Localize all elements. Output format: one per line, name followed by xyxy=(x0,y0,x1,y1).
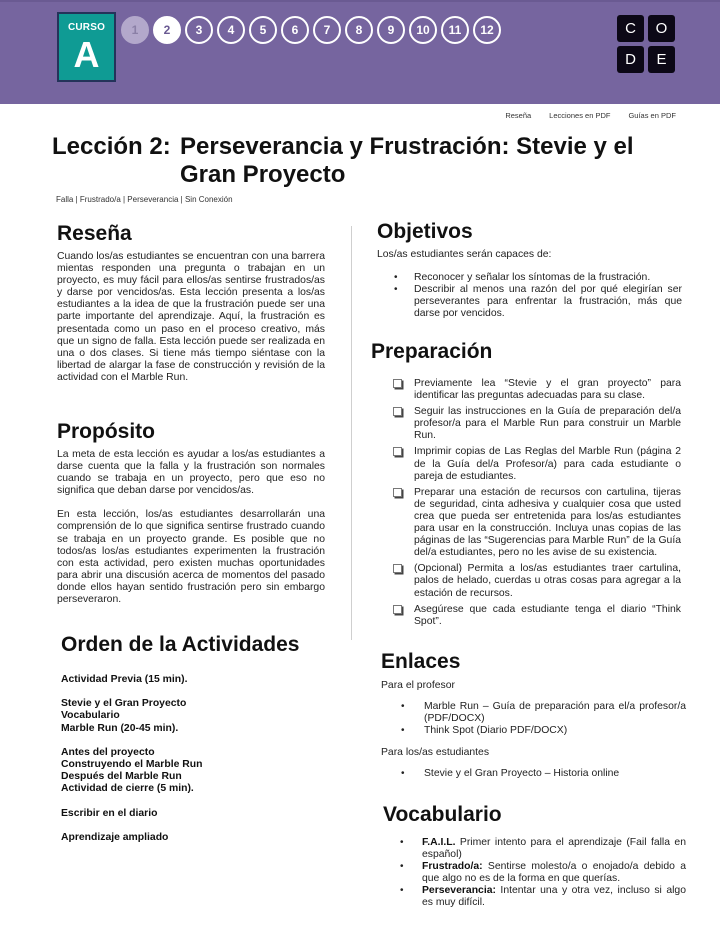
section-heading: Preparación xyxy=(371,340,493,363)
activity-link[interactable]: Antes del proyecto xyxy=(61,746,155,758)
purpose-paragraph: La meta de esta lección es ayudar a los/as estudiantes a darse cuenta que la falla y la frustración son normales cuando se trabaja en un proyecto, pero que eso no significa que deban darse por vencidos/as. xyxy=(57,449,325,497)
links-section xyxy=(381,650,686,790)
checkbox-icon[interactable] xyxy=(393,407,402,416)
vocab-term: F.A.I.L. xyxy=(422,837,456,848)
logo-tile-e: E xyxy=(648,46,675,73)
lesson-tags: Falla | Frustrado/a | Perseverancia | Sin Conexión xyxy=(56,195,233,204)
course-badge xyxy=(57,12,116,82)
header-banner xyxy=(0,0,720,104)
lessons-pdf-link[interactable]: Lecciones en PDF xyxy=(549,111,611,120)
lesson-link-3[interactable]: 3 xyxy=(185,16,213,44)
activity-group xyxy=(61,674,331,686)
lesson-link-10[interactable]: 10 xyxy=(409,16,437,44)
overview-text: Cuando los/as estudiantes se encuentran con una barrera mientas responden una pregunta o trabajan en un proyecto, es muy fácil para ellos/as sentirse frustrados/as y darse por vencidos/as. Esta lección presenta a los/as estudiantes a la idea de que la frustración puede ser una parte importante del aprendizaje. Aquí, la frustración es presentada como un paso en el proceso creativo, más que un signo de falla. Esta lección puede ser realizada en una o dos clases. Si tiene más tiempo siéntase con la libertad de alargar la fase de construcción y revisión de la actividad con el Marble Run. xyxy=(57,251,325,383)
checklist-item: Previamente lea “Stevie y el gran proyecto” para identificar las preguntas adecuadas para su clase. xyxy=(392,378,681,402)
code-org-logo[interactable] xyxy=(617,15,679,73)
preparation-section xyxy=(371,340,681,632)
vocab-item xyxy=(383,885,686,909)
lesson-link-12[interactable]: 12 xyxy=(473,16,501,44)
overview-link[interactable]: Reseña xyxy=(505,111,532,120)
objective-item: • Reconocer y señalar los síntomas de la frustración. xyxy=(377,272,682,284)
section-heading: Enlaces xyxy=(381,650,461,673)
vocab-item xyxy=(383,837,686,861)
checkbox-icon[interactable] xyxy=(393,605,402,614)
section-heading: Propósito xyxy=(57,420,155,443)
preparation-checklist xyxy=(371,378,681,628)
lesson-link-5[interactable]: 5 xyxy=(249,16,277,44)
marble-run-guide-link[interactable]: Marble Run – Guía de preparación para el/a profesor/a (PDF/DOCX) xyxy=(424,701,686,725)
checkbox-icon[interactable] xyxy=(393,379,402,388)
checklist-item: Imprimir copias de Las Reglas del Marble Run (página 2 de la Guía del/a Profesor/a) para cada estudiante o pareja de estudiantes. xyxy=(392,446,681,482)
teacher-links-label: Para el profesor xyxy=(381,680,455,691)
activity-link[interactable]: Actividad Previa (15 min). xyxy=(61,674,188,685)
checklist-item: (Opcional) Permita a los/as estudiantes traer cartulina, palos de helado, cuerdas u otras cosas para agregar a la estación de recursos. xyxy=(392,563,681,599)
vocabulary-section xyxy=(383,803,686,910)
logo-tile-o: O xyxy=(648,15,675,42)
purpose-paragraph: En esta lección, los/as estudiantes desarrollarán una comprensión de lo que significa sentirse frustrado cuando se trabaja en un proyecto grande. Es posible que no todos/as los/as estudiantes experimenten la frustración con esta actividad, pero existen muchas oportunidades para abrir una discusión acerca de momentos del pasado donde ellos hayan sentido frustración pero sin embargo perseveraron. xyxy=(57,509,325,606)
lesson-number: Lección 2: xyxy=(52,133,171,160)
logo-tile-c: C xyxy=(617,15,644,42)
student-links-list xyxy=(381,768,686,780)
checkbox-icon[interactable] xyxy=(393,447,402,456)
activity-group xyxy=(61,832,331,844)
lesson-link-7[interactable]: 7 xyxy=(313,16,341,44)
section-heading: Vocabulario xyxy=(383,803,502,826)
checklist-item: Asegúrese que cada estudiante tenga el diario “Think Spot”. xyxy=(392,604,681,628)
activity-link[interactable]: Stevie y el Gran Proyecto xyxy=(61,698,187,710)
vocabulary-list xyxy=(383,837,686,910)
activity-link[interactable]: Aprendizaje ampliado xyxy=(61,831,169,843)
objectives-list xyxy=(377,272,682,320)
activity-group xyxy=(61,747,331,796)
objectives-section xyxy=(377,220,682,320)
section-heading: Objetivos xyxy=(377,220,473,243)
activity-link[interactable]: Después del Marble Run xyxy=(61,771,182,783)
top-links xyxy=(505,111,676,120)
teacher-links-list xyxy=(381,701,686,737)
vocab-definition: Intentar una y otra vez, incluso si algo es muy difícil. xyxy=(422,885,686,909)
guides-pdf-link[interactable]: Guías en PDF xyxy=(628,111,676,120)
lesson-link-8[interactable]: 8 xyxy=(345,16,373,44)
objectives-intro: Los/as estudiantes serán capaces de: xyxy=(377,249,552,260)
vocab-definition: Sentirse molesto/a o enojado/a debido a que algo no es de la forma en que querías. xyxy=(422,861,686,885)
checklist-item: Seguir las instrucciones en la Guía de preparación del/a profesor/a para el Marble Run para construir un Marble Run. xyxy=(392,406,681,442)
course-label: CURSO xyxy=(67,22,106,33)
activity-link[interactable]: Vocabulario xyxy=(61,710,120,722)
checklist-item: Preparar una estación de recursos con cartulina, tijeras de seguridad, cinta adhesiva y cualquier cosa que usted crea que pueda ser entretenida para los/as estudiantes para usar en la construcción. Incluya unas copias de las páginas de las “Sugerencias para Marble Run” de la Guía del/a estudiantes, pero no les avise de su existencia. xyxy=(392,487,681,560)
activity-link[interactable]: Escribir en el diario xyxy=(61,807,158,819)
page-title xyxy=(52,133,640,189)
activity-link[interactable]: Marble Run (20-45 min). xyxy=(61,722,179,734)
checkbox-icon[interactable] xyxy=(393,488,402,497)
column-divider xyxy=(351,226,352,640)
objective-item: • Describir al menos una razón del por qué elegirían ser perseverantes para enfrentar la frustración, más que darse por vencidos. xyxy=(377,284,682,320)
think-spot-link[interactable]: Think Spot (Diario PDF/DOCX) xyxy=(424,725,568,737)
lesson-nav xyxy=(121,16,501,44)
vocab-item xyxy=(383,861,686,885)
logo-tile-d: D xyxy=(617,46,644,73)
activities-order-section xyxy=(61,633,331,856)
lesson-name: Perseverancia y Frustración: Stevie y el Gran Proyecto xyxy=(180,133,634,188)
activity-link[interactable]: Construyendo el Marble Run xyxy=(61,759,203,771)
vocab-definition: Primer intento para el aprendizaje (Fail falla en español) xyxy=(422,837,686,861)
link-item xyxy=(381,768,686,780)
lesson-link-6[interactable]: 6 xyxy=(281,16,309,44)
lesson-link-9[interactable]: 9 xyxy=(377,16,405,44)
activity-group xyxy=(61,698,331,735)
link-item xyxy=(381,701,686,725)
lesson-link-11[interactable]: 11 xyxy=(441,16,469,44)
course-letter: A xyxy=(73,34,100,75)
checkbox-icon[interactable] xyxy=(393,564,402,573)
vocab-term: Perseverancia: xyxy=(422,885,496,897)
student-links-label: Para los/as estudiantes xyxy=(381,747,490,759)
purpose-section xyxy=(57,420,325,606)
overview-section xyxy=(57,222,325,384)
link-item xyxy=(381,725,686,737)
story-online-link[interactable]: Stevie y el Gran Proyecto – Historia online xyxy=(424,768,620,780)
section-heading: Orden de la Actividades xyxy=(61,633,300,656)
activity-list xyxy=(61,674,331,844)
lesson-link-1[interactable]: 1 xyxy=(121,16,149,44)
activity-group xyxy=(61,808,331,820)
lesson-link-2[interactable]: 2 xyxy=(153,16,181,44)
lesson-link-4[interactable]: 4 xyxy=(217,16,245,44)
section-heading: Reseña xyxy=(57,222,132,245)
vocab-term: Frustrado/a: xyxy=(422,861,483,873)
activity-link[interactable]: Actividad de cierre (5 min). xyxy=(61,783,194,795)
